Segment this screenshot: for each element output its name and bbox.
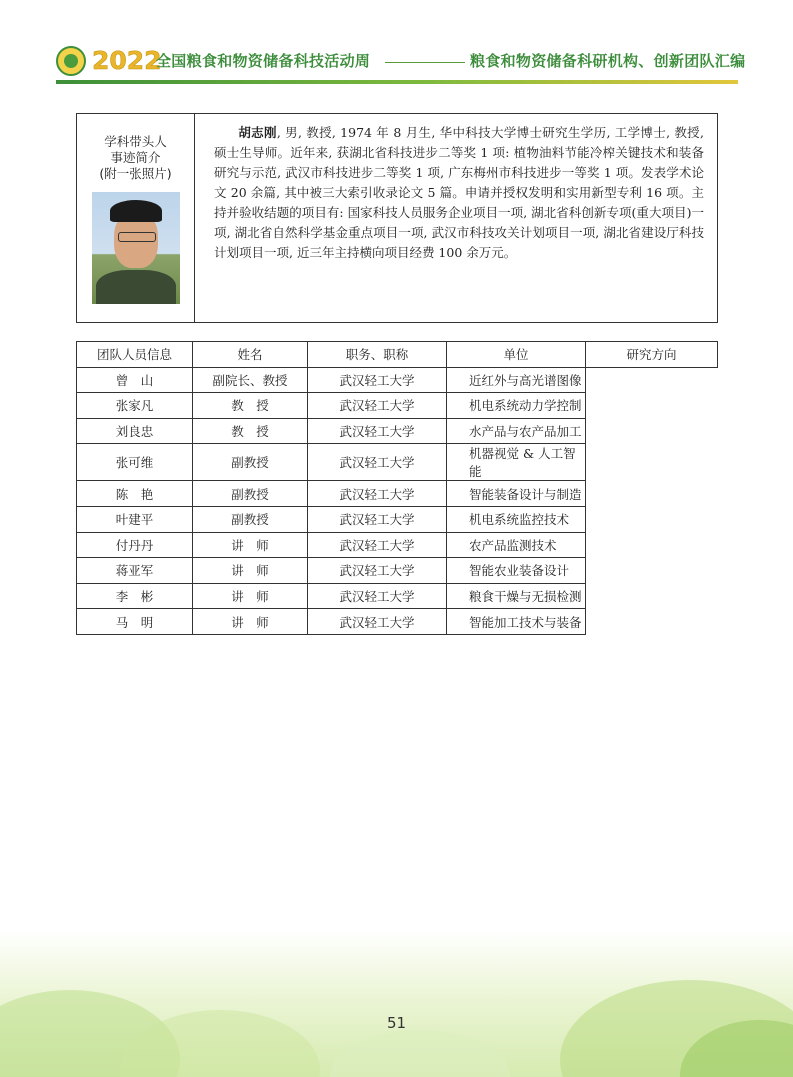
member-direction: 近红外与高光谱图像 xyxy=(447,367,586,393)
member-name: 张家凡 xyxy=(77,393,193,419)
member-title: 副教授 xyxy=(193,506,308,532)
member-name: 蒋亚军 xyxy=(77,558,193,584)
page-number: 51 xyxy=(386,1014,407,1032)
member-unit: 武汉轻工大学 xyxy=(308,367,447,393)
leader-label-line-3: (附一张照片) xyxy=(99,166,172,181)
header-divider-line xyxy=(385,62,465,63)
leader-label-cell xyxy=(77,114,195,323)
member-direction: 智能加工技术与装备 xyxy=(447,609,586,635)
member-title: 讲 师 xyxy=(193,583,308,609)
member-title: 副教授 xyxy=(193,481,308,507)
team-table xyxy=(76,341,718,635)
team-row xyxy=(77,583,718,609)
member-unit: 武汉轻工大学 xyxy=(308,393,447,419)
team-header-row xyxy=(77,342,718,368)
team-header-unit: 单位 xyxy=(447,342,586,368)
member-name: 张可维 xyxy=(77,444,193,481)
member-direction: 智能装备设计与制造 xyxy=(447,481,586,507)
member-name: 叶建平 xyxy=(77,506,193,532)
header-gradient-bar xyxy=(56,80,738,84)
leader-label-line-1: 学科带头人 xyxy=(104,134,167,149)
member-direction: 粮食干燥与无损检测 xyxy=(447,583,586,609)
team-header-name: 姓名 xyxy=(193,342,308,368)
team-row xyxy=(77,481,718,507)
header-subtitle: 粮食和物资储备科研机构、创新团队汇编 xyxy=(470,52,746,70)
team-row xyxy=(77,444,718,481)
member-unit: 武汉轻工大学 xyxy=(308,444,447,481)
member-direction: 机电系统监控技术 xyxy=(447,506,586,532)
leader-photo xyxy=(92,192,180,304)
page-header xyxy=(0,40,793,80)
team-row xyxy=(77,367,718,393)
member-title: 讲 师 xyxy=(193,532,308,558)
member-title: 讲 师 xyxy=(193,558,308,584)
member-direction: 农产品监测技术 xyxy=(447,532,586,558)
member-unit: 武汉轻工大学 xyxy=(308,418,447,444)
member-unit: 武汉轻工大学 xyxy=(308,532,447,558)
member-title: 副院长、教授 xyxy=(193,367,308,393)
team-row xyxy=(77,418,718,444)
member-direction: 机器视觉 & 人工智能 xyxy=(447,444,586,481)
member-name: 陈 艳 xyxy=(77,481,193,507)
member-direction: 水产品与农产品加工 xyxy=(447,418,586,444)
member-title: 教 授 xyxy=(193,393,308,419)
team-header-title: 职务、职称 xyxy=(308,342,447,368)
leader-bio-cell xyxy=(195,114,718,323)
leader-bio-text: , 男, 教授, 1974 年 8 月生, 华中科技大学博士研究生学历, 工学博士, 教授, 硕士生导师。近年来, 获湖北省科技进步二等奖 1 项: 植物油料节能冷榨关键技术和装备研究与示范, 武汉市科技进步二等奖 1 项, 广东梅州市科技进步一等奖 1 项。发表学术论文 20 余篇, 其中被三大索引收录论文 5 篇。申请并授权发明和实用新型专利 16 项。主持并验收结题的项目有: 国家科技人员服务企业项目一项, 湖北省科创新专项(重大项目)一项, 湖北省自然科学基金重点项目一项, 武汉市科技攻关计划项目一项, 湖北省建设厅科技计划项目一项, 近三年主持横向项目经费 100 余万元。 xyxy=(214,125,704,260)
member-unit: 武汉轻工大学 xyxy=(308,506,447,532)
leader-name: 胡志刚 xyxy=(238,125,277,140)
team-row xyxy=(77,532,718,558)
team-header-direction: 研究方向 xyxy=(586,342,718,368)
member-name: 李 彬 xyxy=(77,583,193,609)
team-row xyxy=(77,393,718,419)
header-year: 2022 xyxy=(92,46,162,75)
member-unit: 武汉轻工大学 xyxy=(308,481,447,507)
member-title: 副教授 xyxy=(193,444,308,481)
leader-bio xyxy=(196,115,716,269)
leader-label-line-2: 事迹简介 xyxy=(110,150,161,165)
leader-table xyxy=(76,113,718,323)
header-event-title: 全国粮食和物资储备科技活动周 xyxy=(156,52,371,70)
organization-logo-icon xyxy=(56,46,86,76)
member-name: 付丹丹 xyxy=(77,532,193,558)
member-name: 刘良忠 xyxy=(77,418,193,444)
member-name: 马 明 xyxy=(77,609,193,635)
member-direction: 机电系统动力学控制 xyxy=(447,393,586,419)
team-row xyxy=(77,609,718,635)
team-side-label: 团队人员信息 xyxy=(77,342,193,368)
member-direction: 智能农业装备设计 xyxy=(447,558,586,584)
team-row xyxy=(77,506,718,532)
member-unit: 武汉轻工大学 xyxy=(308,583,447,609)
footer-background xyxy=(0,930,793,1077)
team-row xyxy=(77,558,718,584)
member-title: 讲 师 xyxy=(193,609,308,635)
member-title: 教 授 xyxy=(193,418,308,444)
member-unit: 武汉轻工大学 xyxy=(308,609,447,635)
member-name: 曾 山 xyxy=(77,367,193,393)
member-unit: 武汉轻工大学 xyxy=(308,558,447,584)
